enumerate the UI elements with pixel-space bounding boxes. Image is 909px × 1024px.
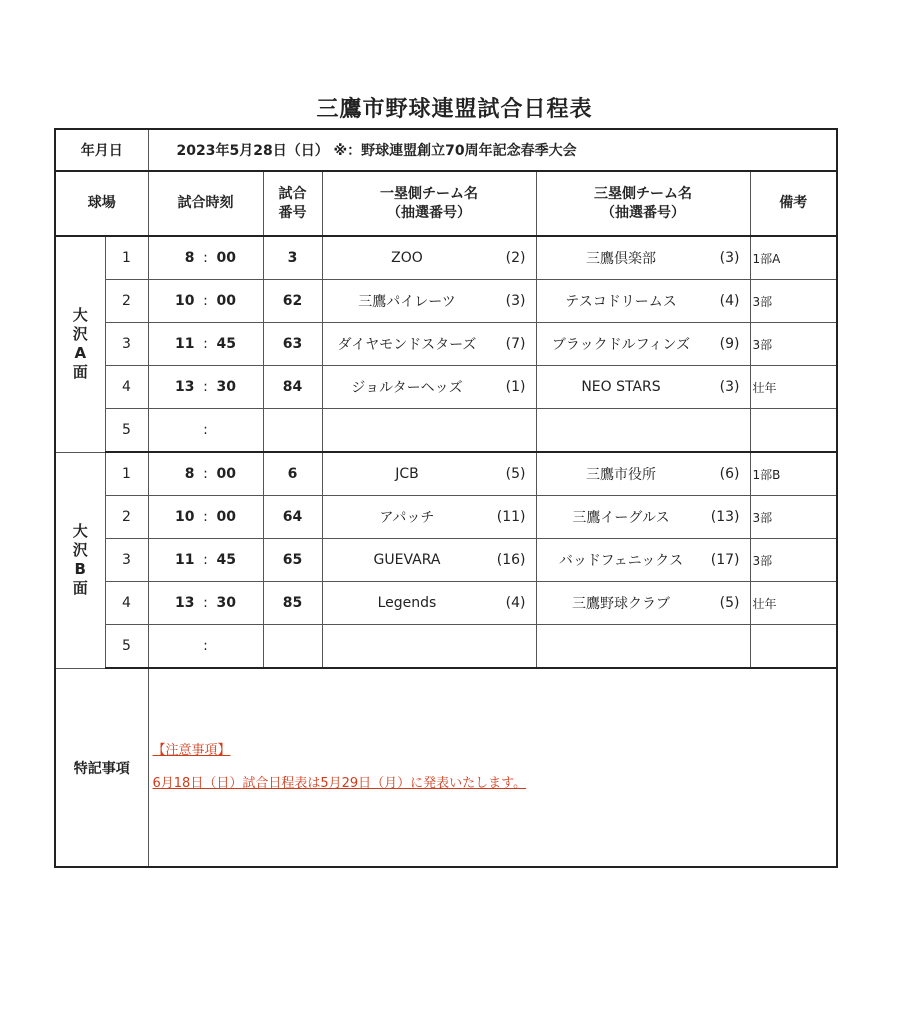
- date-row: [55, 129, 837, 171]
- field-name: [55, 452, 105, 668]
- first-base-draw-number: (4): [505, 595, 526, 611]
- game-seq: 2: [105, 280, 148, 323]
- third-base-draw-number: (3): [719, 379, 740, 395]
- game-note: 3部: [750, 323, 837, 366]
- game-note: 1部A: [750, 236, 837, 280]
- first-base-draw-number: (2): [505, 250, 526, 266]
- game-hour: 13: [175, 379, 195, 395]
- game-hour: 13: [175, 595, 195, 611]
- game-seq: 1: [105, 452, 148, 496]
- third-base-team-cell: [536, 323, 750, 366]
- page-title: 三鷹市野球連盟試合日程表: [316, 97, 593, 122]
- header-game-no: [263, 171, 322, 236]
- game-minute: 45: [216, 336, 236, 352]
- game-time: [148, 366, 263, 409]
- game-minute: 30: [216, 595, 236, 611]
- game-number: 84: [263, 366, 322, 409]
- time-separator: :: [203, 552, 208, 568]
- game-minute: 00: [216, 466, 236, 482]
- third-base-team: テスコドリームス: [565, 294, 677, 310]
- game-seq: 4: [105, 366, 148, 409]
- game-note: 3部: [750, 496, 837, 539]
- time-separator: :: [203, 293, 208, 309]
- field-name-char: 大: [72, 522, 88, 540]
- header-game-no-line1: 試合: [278, 185, 307, 202]
- game-number: 62: [263, 280, 322, 323]
- first-base-team: アパッチ: [379, 510, 435, 526]
- game-minute: 00: [216, 509, 236, 525]
- field-name-char: 面: [72, 363, 88, 382]
- first-base-draw-number: (3): [505, 293, 526, 309]
- game-row: [55, 452, 837, 496]
- first-base-team-cell: [322, 236, 536, 280]
- game-hour: 11: [175, 336, 195, 352]
- game-hour: 11: [175, 552, 195, 568]
- first-base-team: ジョルターヘッズ: [351, 380, 463, 396]
- field-name: [55, 236, 105, 452]
- first-base-draw-number: (5): [505, 466, 526, 482]
- time-separator: :: [203, 638, 208, 654]
- game-seq: 3: [105, 539, 148, 582]
- header-field: 球場: [55, 171, 148, 236]
- game-number: 6: [263, 452, 322, 496]
- first-base-team: JCB: [395, 466, 419, 482]
- first-base-team: 三鷹パイレーツ: [358, 294, 456, 310]
- game-hour: 10: [175, 293, 195, 309]
- game-row: [55, 496, 837, 539]
- remarks-text: 6月18日（日）試合日程表は5月29日（月）に発表いたします。: [152, 776, 527, 791]
- third-base-team-cell: [536, 539, 750, 582]
- game-note: 3部: [750, 280, 837, 323]
- schedule-table: [54, 128, 838, 868]
- game-time: [148, 496, 263, 539]
- first-base-team-cell: [322, 539, 536, 582]
- game-note: [750, 409, 837, 453]
- game-number: [263, 409, 322, 453]
- first-base-team-cell: [322, 496, 536, 539]
- first-base-team-cell: [322, 409, 536, 453]
- game-time: [148, 409, 263, 453]
- game-note: [750, 625, 837, 669]
- third-base-team-cell: [536, 582, 750, 625]
- game-seq: 3: [105, 323, 148, 366]
- third-base-team-cell: [536, 236, 750, 280]
- game-seq: 5: [105, 409, 148, 453]
- first-base-draw-number: (7): [505, 336, 526, 352]
- header-third-base-line2: （抽選番号）: [601, 204, 685, 221]
- third-base-draw-number: (4): [719, 293, 740, 309]
- first-base-team: ZOO: [391, 250, 423, 266]
- header-first-base-line1: 一塁側チーム名: [380, 185, 478, 202]
- game-seq: 5: [105, 625, 148, 669]
- third-base-team: 三鷹野球クラブ: [572, 596, 670, 612]
- first-base-team-cell: [322, 280, 536, 323]
- third-base-draw-number: (17): [710, 552, 740, 568]
- third-base-draw-number: (6): [719, 466, 740, 482]
- header-third-base-line1: 三塁側チーム名: [594, 185, 692, 202]
- game-row: [55, 409, 837, 453]
- field-name-char: 沢: [72, 541, 88, 559]
- header-game-no-line2: 番号: [278, 204, 307, 221]
- game-row: [55, 323, 837, 366]
- first-base-team-cell: [322, 452, 536, 496]
- game-seq: 2: [105, 496, 148, 539]
- remarks-heading: 【注意事項】: [152, 743, 231, 758]
- game-seq: 4: [105, 582, 148, 625]
- game-note: 壮年: [750, 582, 837, 625]
- game-time: [148, 280, 263, 323]
- first-base-team-cell: [322, 366, 536, 409]
- game-note: 壮年: [750, 366, 837, 409]
- header-time: 試合時刻: [148, 171, 263, 236]
- header-remarks: 備考: [750, 171, 837, 236]
- header-first-base: [322, 171, 536, 236]
- time-separator: :: [203, 422, 208, 438]
- game-time: [148, 582, 263, 625]
- game-number: 85: [263, 582, 322, 625]
- third-base-team-cell: [536, 625, 750, 669]
- game-minute: 00: [216, 293, 236, 309]
- game-row: [55, 539, 837, 582]
- game-minute: 45: [216, 552, 236, 568]
- game-note: 3部: [750, 539, 837, 582]
- first-base-team: GUEVARA: [373, 552, 441, 568]
- first-base-team-cell: [322, 323, 536, 366]
- time-separator: :: [203, 250, 208, 266]
- remarks-row: [55, 668, 837, 867]
- third-base-draw-number: (9): [719, 336, 740, 352]
- third-base-team: 三鷹倶楽部: [586, 251, 656, 267]
- field-name-char: 大: [72, 306, 88, 325]
- game-minute: 00: [216, 250, 236, 266]
- game-hour: 8: [184, 466, 195, 482]
- time-separator: :: [203, 336, 208, 352]
- game-row: [55, 236, 837, 280]
- time-separator: :: [203, 379, 208, 395]
- header-first-base-line2: （抽選番号）: [387, 204, 471, 221]
- time-separator: :: [203, 509, 208, 525]
- field-name-char: A: [74, 344, 87, 363]
- remarks-content: [148, 668, 837, 867]
- game-time: [148, 236, 263, 280]
- third-base-draw-number: (3): [719, 250, 740, 266]
- first-base-draw-number: (16): [496, 552, 526, 568]
- game-hour: 10: [175, 509, 195, 525]
- game-hour: 8: [184, 250, 195, 266]
- remarks-label: 特記事項: [55, 668, 148, 867]
- third-base-team: 三鷹イーグルス: [572, 510, 670, 526]
- game-time: [148, 452, 263, 496]
- third-base-team: 三鷹市役所: [586, 467, 656, 483]
- third-base-team-cell: [536, 366, 750, 409]
- third-base-team-cell: [536, 452, 750, 496]
- game-seq: 1: [105, 236, 148, 280]
- game-row: [55, 582, 837, 625]
- game-number: [263, 625, 322, 669]
- game-number: 64: [263, 496, 322, 539]
- third-base-team: ブラックドルフィンズ: [551, 337, 691, 353]
- third-base-draw-number: (13): [710, 509, 740, 525]
- game-row: [55, 366, 837, 409]
- third-base-team-cell: [536, 280, 750, 323]
- first-base-team-cell: [322, 582, 536, 625]
- third-base-team-cell: [536, 409, 750, 453]
- game-number: 65: [263, 539, 322, 582]
- first-base-team: ダイヤモンドスターズ: [337, 337, 477, 353]
- time-separator: :: [203, 466, 208, 482]
- time-separator: :: [203, 595, 208, 611]
- game-time: [148, 323, 263, 366]
- first-base-team: Legends: [377, 595, 437, 611]
- date-value: 2023年5月28日（日） ※：野球連盟創立70周年記念春季大会: [148, 129, 837, 171]
- third-base-draw-number: (5): [719, 595, 740, 611]
- game-time: [148, 625, 263, 669]
- third-base-team: NEO STARS: [581, 379, 661, 395]
- third-base-team: バッドフェニックス: [558, 553, 684, 569]
- game-minute: 30: [216, 379, 236, 395]
- first-base-draw-number: (11): [496, 509, 526, 525]
- first-base-team-cell: [322, 625, 536, 669]
- field-name-char: 沢: [72, 325, 88, 344]
- field-name-char: B: [74, 560, 86, 578]
- game-note: 1部B: [750, 452, 837, 496]
- game-row: [55, 625, 837, 669]
- third-base-team-cell: [536, 496, 750, 539]
- field-name-char: 面: [72, 579, 88, 597]
- game-number: 63: [263, 323, 322, 366]
- first-base-draw-number: (1): [505, 379, 526, 395]
- header-third-base: [536, 171, 750, 236]
- game-time: [148, 539, 263, 582]
- date-label: 年月日: [55, 129, 148, 171]
- game-row: [55, 280, 837, 323]
- header-row: [55, 171, 837, 236]
- game-number: 3: [263, 236, 322, 280]
